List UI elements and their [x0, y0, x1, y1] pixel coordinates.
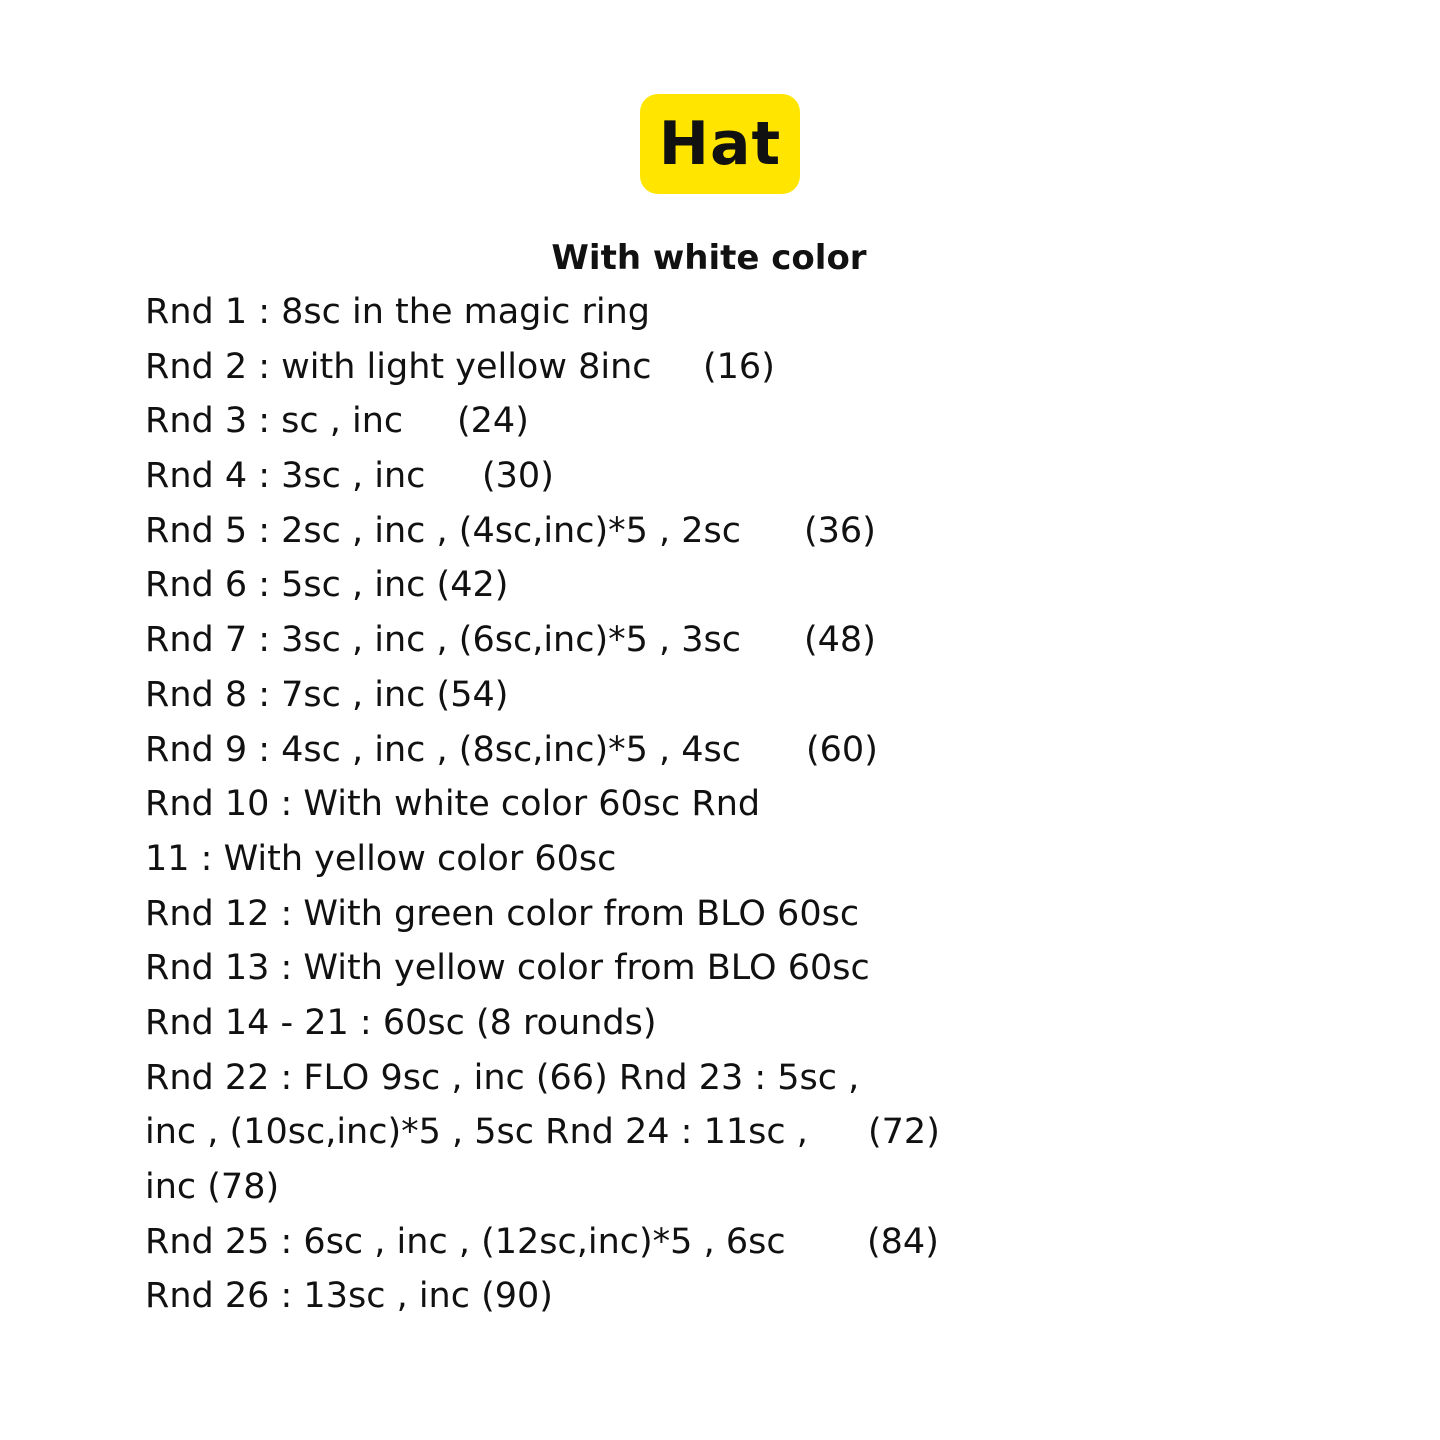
round-instruction: inc (78) — [145, 1167, 280, 1207]
round-instruction: Rnd 1 : 8sc in the magic ring — [145, 292, 650, 332]
round-instruction: Rnd 26 : 13sc , inc (90) — [145, 1276, 553, 1317]
pattern-line — [145, 618, 876, 673]
pattern-line — [145, 290, 870, 345]
pattern-line — [145, 563, 870, 618]
pattern-line — [145, 892, 870, 947]
pattern-line — [145, 1165, 870, 1220]
pattern-line — [145, 509, 876, 564]
pattern-line — [145, 946, 870, 1001]
round-instruction: Rnd 9 : 4sc , inc , (8sc,inc)*5 , 4sc — [145, 729, 742, 770]
round-instruction: Rnd 5 : 2sc , inc , (4sc,inc)*5 , 2sc — [145, 510, 742, 551]
pattern-rounds-list — [145, 290, 940, 1329]
title-badge — [640, 94, 800, 194]
pattern-line — [145, 1001, 870, 1056]
round-instruction: Rnd 22 : FLO 9sc , inc (66) Rnd 23 : 5sc , — [145, 1057, 860, 1098]
pattern-line — [145, 1110, 940, 1165]
pattern-line — [145, 1056, 870, 1111]
pattern-line — [145, 345, 870, 400]
pattern-line — [145, 728, 878, 783]
stitch-count: (30) — [482, 456, 554, 497]
round-instruction: Rnd 8 : 7sc , inc (54) — [145, 674, 509, 715]
round-instruction: Rnd 13 : With yellow color from BLO 60sc — [145, 948, 870, 989]
round-instruction: Rnd 3 : sc , inc — [145, 401, 404, 442]
stitch-count: (36) — [804, 510, 876, 551]
pattern-line — [145, 673, 870, 728]
page-title: Hat — [658, 109, 782, 179]
round-instruction: Rnd 10 : With white color 60sc Rnd — [145, 784, 761, 825]
pattern-line — [145, 1274, 870, 1329]
stitch-count: (24) — [457, 401, 529, 442]
pattern-line — [145, 454, 870, 509]
stitch-count: (48) — [804, 620, 876, 661]
round-instruction: Rnd 6 : 5sc , inc (42) — [145, 565, 509, 606]
pattern-line — [145, 782, 870, 837]
pattern-line — [145, 1220, 939, 1275]
stitch-count: (84) — [867, 1221, 939, 1262]
round-instruction: Rnd 4 : 3sc , inc — [145, 456, 426, 497]
color-instruction: With white color — [551, 238, 867, 278]
pattern-line — [145, 399, 870, 454]
pattern-line — [145, 837, 870, 892]
stitch-count: (72) — [868, 1112, 940, 1153]
round-instruction: Rnd 12 : With green color from BLO 60sc — [145, 893, 860, 934]
stitch-count: (60) — [806, 729, 878, 770]
round-instruction: Rnd 14 - 21 : 60sc (8 rounds) — [145, 1002, 657, 1043]
round-instruction: inc , (10sc,inc)*5 , 5sc Rnd 24 : 11sc , — [145, 1112, 808, 1153]
round-instruction: Rnd 7 : 3sc , inc , (6sc,inc)*5 , 3sc — [145, 620, 742, 661]
round-instruction: Rnd 25 : 6sc , inc , (12sc,inc)*5 , 6sc — [145, 1221, 786, 1262]
round-instruction: Rnd 2 : with light yellow 8inc — [145, 346, 652, 387]
round-instruction: 11 : With yellow color 60sc — [145, 838, 617, 879]
stitch-count: (16) — [703, 346, 775, 387]
